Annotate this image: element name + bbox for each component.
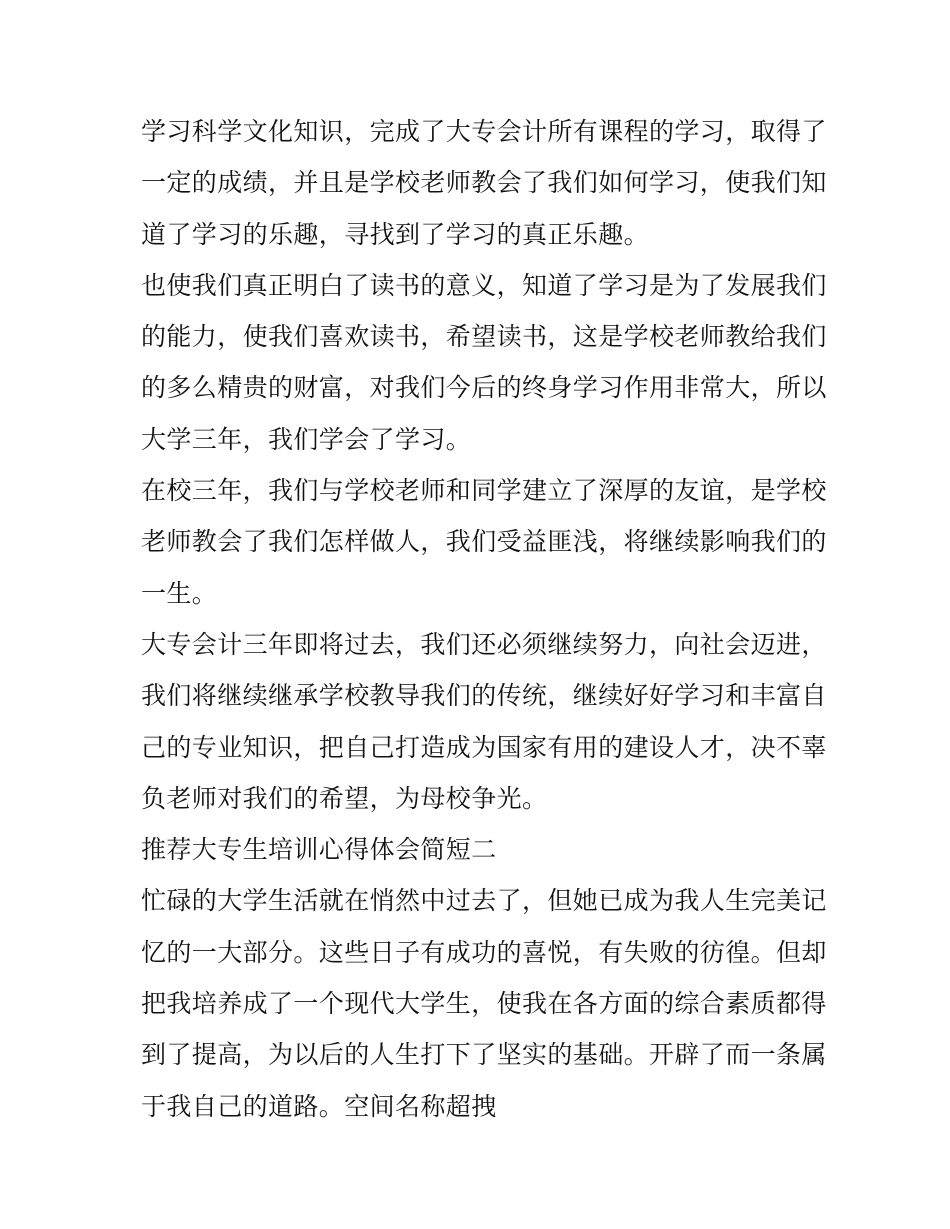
text-line: 把我培养成了一个现代大学生，使我在各方面的综合素质都得: [141, 989, 827, 1019]
text-line: 负老师对我们的希望，为母校争光。: [141, 783, 548, 813]
text-line: 的能力，使我们喜欢读书，希望读书，这是学校老师教给我们: [141, 322, 827, 352]
text-line: 大专会计三年即将过去，我们还必须继续努力，向社会迈进，: [141, 629, 827, 659]
text-line: 道了学习的乐趣，寻找到了学习的真正乐趣。: [141, 219, 650, 249]
text-line: 也使我们真正明白了读书的意义，知道了学习是为了发展我们: [141, 270, 827, 300]
text-line: 的多么精贵的财富，对我们今后的终身学习作用非常大，所以: [141, 373, 827, 403]
document-body: [141, 106, 827, 1132]
text-line: 学习科学文化知识，完成了大专会计所有课程的学习，取得了: [141, 117, 827, 146]
text-line: 己的专业知识，把自己打造成为国家有用的建设人才，决不辜: [141, 732, 827, 762]
text-line: 大学三年，我们学会了学习。: [141, 424, 472, 454]
text-line: 老师教会了我们怎样做人，我们受益匪浅，将继续影响我们的: [141, 527, 827, 557]
text-line: 在校三年，我们与学校老师和同学建立了深厚的友谊，是学校: [141, 476, 827, 506]
text-line: 到了提高，为以后的人生打下了坚实的基础。开辟了而一条属: [141, 1040, 827, 1070]
text-line: 一生。: [141, 578, 218, 608]
text-line: 一定的成绩，并且是学校老师教会了我们如何学习，使我们知: [141, 168, 827, 198]
text-line: 忆的一大部分。这些日子有成功的喜悦，有失败的彷徨。但却: [141, 937, 827, 967]
section-heading: 推荐大专生培训心得体会简短二: [141, 835, 497, 865]
text-line: 忙碌的大学生活就在悄然中过去了，但她已成为我人生完美记: [141, 886, 827, 916]
text-line: 于我自己的道路。空间名称超拽: [141, 1091, 497, 1121]
text-line: 我们将继续继承学校教导我们的传统，继续好好学习和丰富自: [141, 681, 827, 711]
